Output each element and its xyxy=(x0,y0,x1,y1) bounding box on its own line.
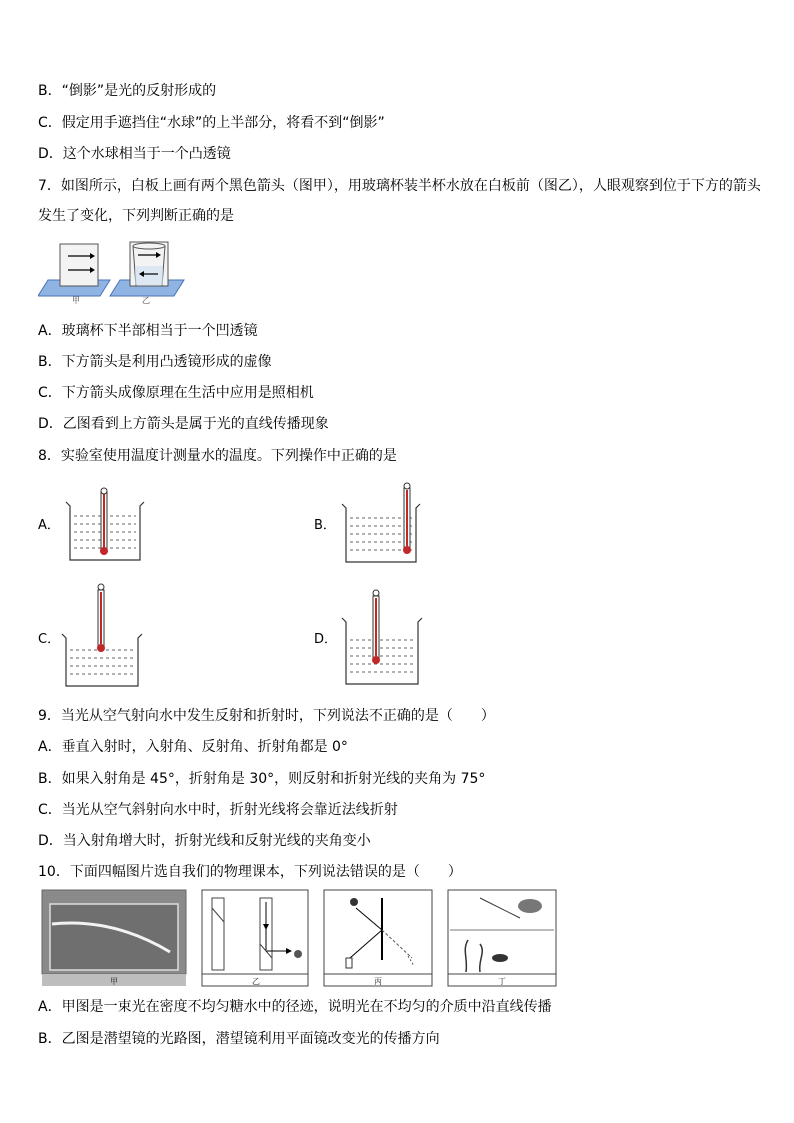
q10-option-b: B．乙图是潜望镜的光路图，潜望镜利用平面镜改变光的传播方向 xyxy=(38,1031,440,1047)
q8-figure-b xyxy=(340,478,422,566)
q7-stem-line2: 发生了变化，下列判断正确的是 xyxy=(38,208,234,224)
q8-figure-a xyxy=(64,484,146,564)
q8-figure-d xyxy=(340,588,424,688)
q10-stem: 10．下面四幅图片选自我们的物理课本，下列说法错误的是（ ） xyxy=(38,864,462,880)
q7-option-b: B．下方箭头是利用凸透镜形成的虚像 xyxy=(38,354,272,370)
q9-option-a: A．垂直入射时，入射角、反射角、折射角都是 0° xyxy=(38,739,348,755)
q9-option-d: D．当入射角增大时，折射光线和反射光线的夹角变小 xyxy=(38,833,371,849)
q7-option-d: D．乙图看到上方箭头是属于光的直线传播现象 xyxy=(38,416,329,432)
q8-option-b-label: B． xyxy=(314,518,336,533)
q10-figures xyxy=(40,888,560,988)
figure-label-yi: 乙 xyxy=(252,977,260,986)
q8-figure-c xyxy=(60,580,144,690)
q10-option-a: A．甲图是一束光在密度不均匀糖水中的径迹，说明光在不均匀的介质中沿直线传播 xyxy=(38,999,552,1015)
q8-option-a-label: A． xyxy=(38,518,60,533)
q9-stem: 9．当光从空气射向水中发生反射和折射时，下列说法不正确的是（ ） xyxy=(38,708,495,724)
whiteboard-left xyxy=(60,244,98,286)
q9-option-b: B．如果入射角是 45°，折射角是 30°，则反射和折射光线的夹角为 75° xyxy=(38,771,486,787)
q7-fig-label-left: 甲 xyxy=(72,296,80,304)
figure-bing-mirror xyxy=(324,890,432,974)
q7-stem-line1: 7．如图所示，白板上画有两个黑色箭头（图甲），用玻璃杯装半杯水放在白板前（图乙），人眼观察到位于下方的箭头 xyxy=(38,178,761,194)
q7-option-a: A．玻璃杯下半部相当于一个凹透镜 xyxy=(38,323,258,339)
q8-option-d-label: D． xyxy=(314,632,338,647)
figure-label-ding: 丁 xyxy=(498,977,506,986)
q6-option-d: D．这个水球相当于一个凸透镜 xyxy=(38,146,231,162)
figure-label-bing: 丙 xyxy=(374,977,382,986)
figure-label-jia: 甲 xyxy=(110,977,118,986)
figure-yi-periscope xyxy=(202,890,308,974)
q8-option-c-label: C． xyxy=(38,632,61,647)
q8-stem: 8．实验室使用温度计测量水的温度。下列操作中正确的是 xyxy=(38,448,397,464)
q7-figure xyxy=(38,238,186,304)
q6-option-c: C．假定用手遮挡住“水球”的上半部分，将看不到“倒影” xyxy=(38,115,385,131)
q7-option-c: C．下方箭头成像原理在生活中应用是照相机 xyxy=(38,385,314,401)
q9-option-c: C．当光从空气斜射向水中时，折射光线将会靠近法线折射 xyxy=(38,802,398,818)
q7-fig-label-right: 乙 xyxy=(142,296,150,304)
q6-option-b: B．“倒影”是光的反射形成的 xyxy=(38,83,217,99)
